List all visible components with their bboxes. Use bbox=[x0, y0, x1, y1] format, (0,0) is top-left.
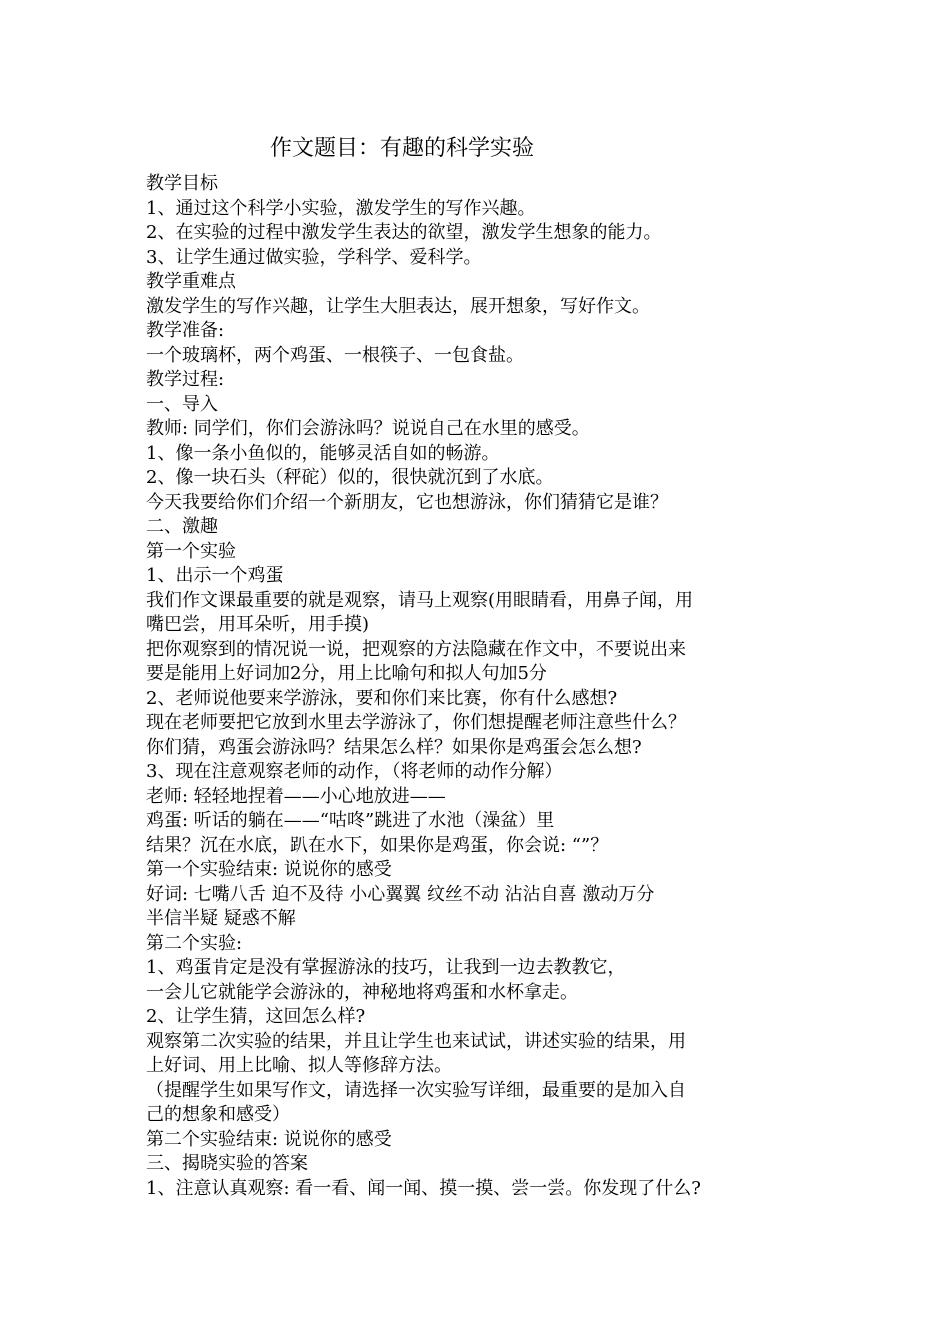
text-line: 激发学生的写作兴趣，让学生大胆表达，展开想象，写好作文。 bbox=[146, 295, 650, 317]
text-line: 1、出示一个鸡蛋 bbox=[146, 565, 284, 586]
text-line: 2、让学生猜，这回怎么样? bbox=[146, 1006, 366, 1027]
text-line: 要是能用上好词加2分，用上比喻句和拟人句加5分 bbox=[146, 663, 547, 684]
text-line: 三、揭晓实验的答案 bbox=[146, 1153, 308, 1174]
text-line: 好词: 七嘴八舌 迫不及待 小心翼翼 纹丝不动 沾沾自喜 激动万分 bbox=[146, 883, 655, 905]
text-line: 鸡蛋: 听话的躺在——“咕咚”跳进了水池（澡盆）里 bbox=[146, 810, 555, 831]
text-line: 3、让学生通过做实验，学科学、爱科学。 bbox=[146, 246, 482, 268]
text-line: 教学重难点 bbox=[146, 271, 236, 292]
text-line: 今天我要给你们介绍一个新朋友，它也想游泳，你们猜猜它是谁？ bbox=[146, 491, 668, 513]
text-line: 一、导入 bbox=[146, 393, 218, 415]
text-line: 第二个实验: bbox=[146, 932, 243, 954]
text-line: 1、注意认真观察: 看一看、闻一闻、摸一摸、尝一尝。你发现了什么? bbox=[146, 1177, 701, 1199]
text-line: 1、通过这个科学小实验，激发学生的写作兴趣。 bbox=[146, 197, 536, 219]
text-line: 3、现在注意观察老师的动作，（将老师的动作分解） bbox=[146, 761, 563, 782]
text-line: 嘴巴尝，用耳朵听，用手摸) bbox=[146, 614, 370, 635]
text-line: 己的想象和感受） bbox=[146, 1104, 290, 1125]
text-line: 第一个实验 bbox=[146, 540, 236, 562]
document-body bbox=[146, 172, 814, 1201]
text-line: 结果？沉在水底，趴在水下，如果你是鸡蛋，你会说: “”？ bbox=[146, 834, 609, 856]
text-line: 老师: 轻轻地捏着——小心地放进—— bbox=[146, 785, 446, 807]
text-line: 二、激趣 bbox=[146, 516, 218, 537]
text-line: 我们作文课最重要的就是观察，请马上观察(用眼睛看，用鼻子闻，用 bbox=[146, 589, 694, 611]
text-line: 2、老师说他要来学游泳，要和你们来比赛，你有什么感想? bbox=[146, 687, 618, 709]
text-line: 教学过程: bbox=[146, 369, 225, 390]
text-line: 你们猜，鸡蛋会游泳吗？结果怎么样？如果你是鸡蛋会怎么想? bbox=[146, 736, 642, 758]
text-line: 上好词、用上比喻、拟人等修辞方法。 bbox=[146, 1055, 452, 1076]
text-line: 现在老师要把它放到水里去学游泳了，你们想提醒老师注意些什么？ bbox=[146, 712, 686, 733]
text-line: 第一个实验结束: 说说你的感受 bbox=[146, 859, 392, 880]
text-line: （提醒学生如果写作文，请选择一次实验写详细，最重要的是加入自 bbox=[146, 1079, 686, 1101]
text-line: 1、鸡蛋肯定是没有掌握游泳的技巧，让我到一边去教教它， bbox=[146, 957, 626, 978]
text-line: 一个玻璃杯，两个鸡蛋、一根筷子、一包食盐。 bbox=[146, 344, 524, 366]
text-line: 半信半疑 疑惑不解 bbox=[146, 908, 296, 929]
text-line: 把你观察到的情况说一说，把观察的方法隐藏在作文中，不要说出来 bbox=[146, 638, 686, 660]
text-line: 2、像一块石头（秤砣）似的，很快就沉到了水底。 bbox=[146, 467, 554, 488]
text-line: 教学准备: bbox=[146, 320, 225, 341]
text-line: 第二个实验结束: 说说你的感受 bbox=[146, 1128, 392, 1150]
text-line: 观察第二次实验的结果，并且让学生也来试试，讲述实验的结果，用 bbox=[146, 1030, 686, 1052]
document-title: 作文题目：有趣的科学实验 bbox=[270, 136, 535, 161]
text-line: 一会儿它就能学会游泳的，神秘地将鸡蛋和水杯拿走。 bbox=[146, 981, 578, 1003]
text-line: 2、在实验的过程中激发学生表达的欲望，激发学生想象的能力。 bbox=[146, 222, 662, 243]
text-line: 1、像一条小鱼似的，能够灵活自如的畅游。 bbox=[146, 442, 500, 464]
text-line: 教师: 同学们，你们会游泳吗？说说自己在水里的感受。 bbox=[146, 418, 590, 439]
text-line: 教学目标 bbox=[146, 173, 218, 194]
